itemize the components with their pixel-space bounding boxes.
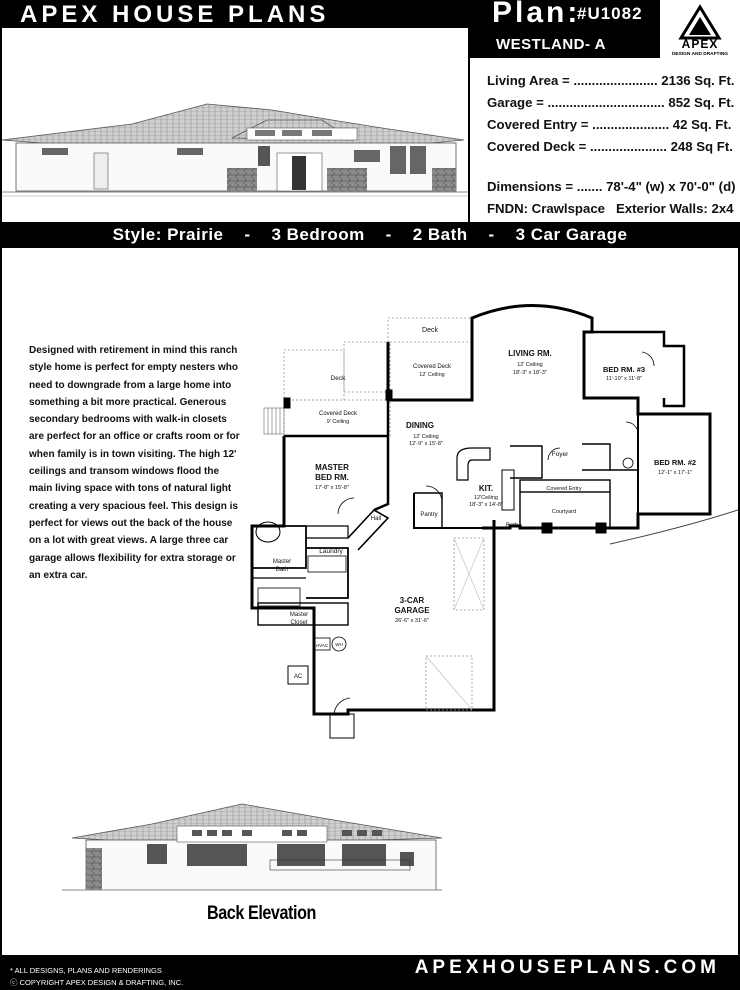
label-covered-deck-12: Covered Deck	[412, 364, 452, 370]
apex-logo	[664, 4, 736, 56]
label-hvac: HVAC	[315, 643, 329, 648]
label-dining-ceiling: 12' Ceiling	[413, 434, 439, 440]
website-link[interactable]: APEXHOUSEPLANS.COM	[414, 957, 720, 978]
floor-plan	[2, 248, 738, 955]
plan-description: Designed with retirement in mind this ranch style home is perfect for empty nesters who need to downgrade from a large home into something a bit more practical. Generous secondary bedrooms with walk-in closets are perfect for an office or crafts room or for when family is in town visiting. The high 12' ceilings and transom windows flood the main living space with tons of natural light creating a very spacious feel. This design is perfect for views out the back of the house on a lot with great views. A large three car garage allows flexibility for extra storage or an extra car.	[29, 345, 240, 581]
label-master-closet-2: Closet	[290, 620, 308, 626]
label-kitchen: KIT.	[478, 484, 494, 493]
label-bed-3-size: 11'-10" x 11'-8"	[605, 376, 643, 382]
label-deck-left: Deck	[330, 375, 346, 382]
label-living-ceiling: 12' Ceiling	[517, 362, 543, 368]
back-elevation-title: Back Elevation	[207, 903, 316, 924]
label-garage-size: 26'-6" x 31'-6"	[395, 618, 429, 624]
style-summary: Style: Prairie - 3 Bedroom - 2 Bath - 3 Car Garage	[112, 225, 628, 244]
stat-covered-entry: Covered Entry = ..................... 42 Sq. Ft.	[487, 117, 732, 132]
label-living-size: 18'-3" x 18'-3"	[513, 370, 547, 376]
brand-bar	[0, 0, 468, 28]
stat-dimensions: Dimensions = ....... 78'-4" (w) x 70'-0" (d)	[487, 179, 736, 194]
label-covered-deck-9: Covered Deck	[318, 411, 358, 417]
label-master-bath-2: Bath	[275, 567, 289, 573]
label-foyer: Foyer	[551, 451, 569, 458]
main-panel	[2, 248, 738, 955]
plan-stats	[487, 70, 737, 220]
label-garage: 3-CAR	[399, 596, 425, 605]
label-covered-deck-9-ceiling: 9' Ceiling	[326, 419, 350, 425]
stat-living-area: Living Area = ....................... 2136 Sq. Ft.	[487, 73, 735, 88]
label-wh: WH	[335, 642, 343, 647]
label-bath: Bath	[505, 523, 519, 529]
back-elevation-drawing	[62, 804, 442, 890]
label-living-room: LIVING RM.	[508, 349, 552, 358]
label-master-bed-2: BED RM.	[315, 473, 349, 482]
label-dining: DINING	[406, 421, 434, 430]
footer	[0, 955, 740, 990]
label-deck-top: Deck	[422, 327, 438, 334]
front-elevation-drawing	[2, 28, 468, 222]
style-bar	[0, 222, 740, 248]
label-courtyard: Courtyard	[551, 509, 577, 515]
copyright-line-2: ⓒ COPYRIGHT APEX DESIGN & DRAFTING, INC.	[10, 978, 184, 987]
label-bed-3: BED RM. #3	[602, 365, 646, 374]
label-kitchen-ceiling: 12'Ceiling	[474, 495, 498, 501]
label-laundry: Laundry	[319, 548, 343, 555]
label-pantry: Pantry	[420, 512, 438, 518]
plan-number: #U1082	[577, 4, 643, 23]
stat-foundation: FNDN: Crawlspace Exterior Walls: 2x4	[487, 201, 734, 216]
plan-label: Plan:	[492, 0, 581, 29]
exterior-walls	[388, 306, 710, 529]
label-covered-deck-12-ceiling: 12' Ceiling	[419, 372, 445, 378]
label-ac: AC	[293, 674, 303, 680]
label-master-size: 17'-8" x 15'-8"	[315, 485, 349, 491]
logo-tagline: DESIGN AND DRAFTING	[671, 52, 729, 56]
plan-info-panel	[470, 0, 740, 222]
copyright-line-1: * ALL DESIGNS, PLANS AND RENDERINGS	[10, 966, 162, 975]
label-master-closet: Master	[289, 612, 309, 618]
front-roof	[2, 104, 464, 146]
label-covered-entry: Covered Entry	[546, 486, 582, 492]
label-bed-2: BED RM. #2	[653, 458, 697, 467]
plan-name: WESTLAND- A	[496, 36, 606, 53]
brand-title: APEX HOUSE PLANS	[20, 1, 330, 28]
label-master-bath: Master	[272, 559, 292, 565]
label-garage-2: GARAGE	[394, 606, 430, 615]
label-master-bed: MASTER	[315, 463, 349, 472]
label-kitchen-size: 18'-3" x 14'-8"	[469, 502, 503, 508]
label-bed-2-size: 12'-1" x 17'-1"	[658, 470, 692, 476]
logo-name: APEX	[681, 37, 719, 51]
label-hall: Hall	[370, 516, 382, 522]
plan-header	[470, 0, 660, 58]
stat-garage: Garage = ................................ 852 Sq. Ft.	[487, 95, 735, 110]
front-elevation-panel	[2, 28, 468, 222]
label-dining-size: 12'-9" x 15'-8"	[409, 441, 443, 447]
stat-covered-deck: Covered Deck = ..................... 248 Sq Ft.	[487, 139, 733, 154]
